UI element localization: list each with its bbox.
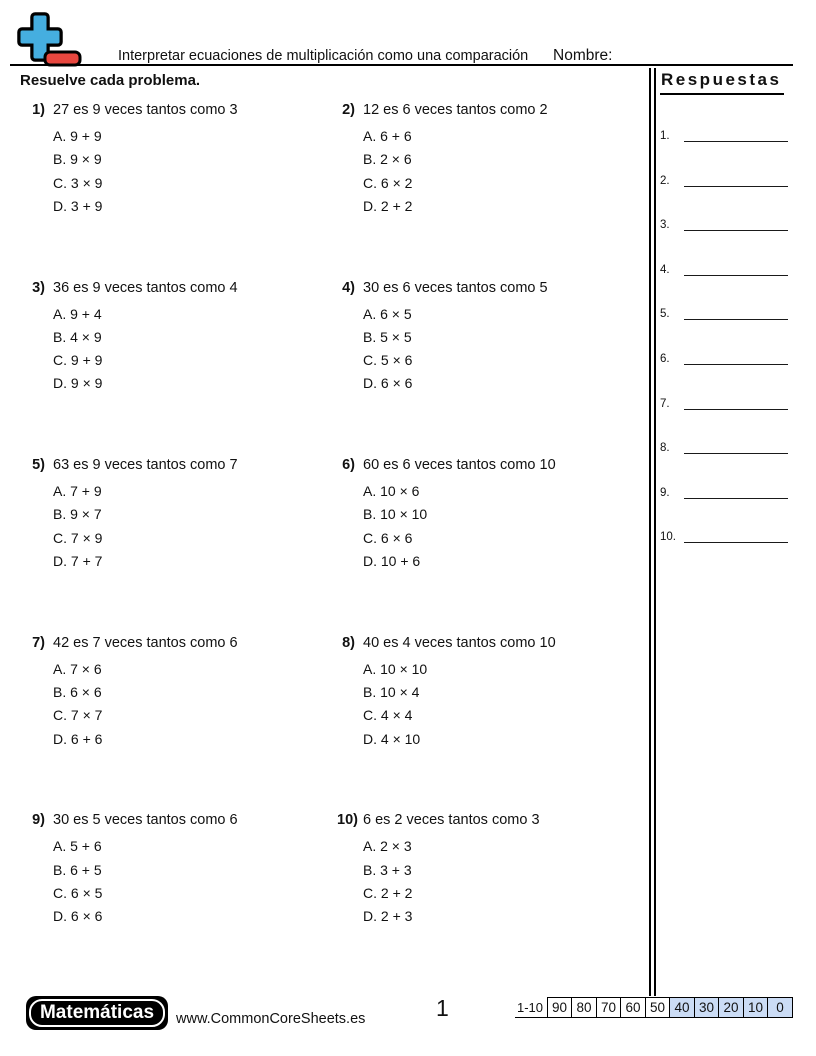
option-b[interactable]: B. 4 × 9 <box>53 328 102 345</box>
website-url: www.CommonCoreSheets.es <box>176 1011 366 1027</box>
problem-item <box>27 279 337 457</box>
option-a[interactable]: A. 6 + 6 <box>363 128 412 144</box>
answer-row <box>658 214 808 231</box>
score-table <box>515 997 793 1018</box>
problem-item <box>27 634 337 812</box>
problem-item <box>337 811 643 989</box>
answer-blank-line[interactable] <box>684 305 788 320</box>
options-list <box>363 480 643 573</box>
problem-item <box>27 101 337 279</box>
options-list <box>363 835 643 928</box>
option-b[interactable]: B. 10 × 10 <box>363 506 428 523</box>
answer-number: 8. <box>660 442 670 455</box>
option-b[interactable]: B. 6 × 6 <box>53 684 102 701</box>
answer-blank-line[interactable] <box>684 261 788 276</box>
answer-number: 9. <box>660 486 670 499</box>
worksheet-title: Interpretar ecuaciones de multiplicación como una comparación <box>118 48 529 64</box>
score-cell: 0 <box>767 997 793 1018</box>
option-a[interactable]: A. 7 + 9 <box>53 483 102 500</box>
option-b[interactable]: B. 9 × 7 <box>53 506 102 523</box>
option-a[interactable]: A. 9 + 4 <box>53 305 102 322</box>
option-d[interactable]: D. 6 × 6 <box>363 375 413 392</box>
option-d[interactable]: D. 9 × 9 <box>53 375 103 392</box>
answer-row <box>658 526 808 543</box>
option-c[interactable]: C. 2 + 2 <box>363 884 413 901</box>
option-b[interactable]: B. 10 × 4 <box>363 684 420 701</box>
option-a[interactable]: A. 5 + 6 <box>53 838 102 855</box>
option-d[interactable]: D. 6 + 6 <box>53 730 103 747</box>
problem-item <box>27 456 337 634</box>
problem-number: 2) <box>342 102 355 118</box>
answer-row <box>658 393 808 410</box>
option-b[interactable]: B. 2 × 6 <box>363 151 412 168</box>
option-c[interactable]: C. 3 × 9 <box>53 174 103 191</box>
option-d[interactable]: D. 10 + 6 <box>363 553 421 570</box>
answer-blank-line[interactable] <box>684 127 788 142</box>
problem-number: 5) <box>32 457 45 474</box>
problem-number: 9) <box>32 812 45 829</box>
options-list <box>363 125 643 218</box>
answers-panel <box>658 70 808 571</box>
options-list <box>53 480 337 573</box>
option-c[interactable]: C. 7 × 7 <box>53 707 103 724</box>
answer-number: 5. <box>660 308 670 321</box>
problem-question: 27 es 9 veces tantos como 3 <box>53 102 238 118</box>
answer-row <box>658 170 808 187</box>
answer-row <box>658 437 808 454</box>
answers-list <box>658 125 808 543</box>
score-cell: 30 <box>694 997 720 1018</box>
answer-number: 1. <box>660 130 670 142</box>
options-list <box>363 658 643 751</box>
option-d[interactable]: D. 2 + 2 <box>363 197 413 214</box>
answers-title: Respuestas <box>660 70 784 95</box>
problem-question: 12 es 6 veces tantos como 2 <box>363 102 548 118</box>
answer-number: 6. <box>660 352 670 365</box>
option-a[interactable]: A. 10 × 10 <box>363 660 428 677</box>
option-d[interactable]: D. 3 + 9 <box>53 197 103 214</box>
problem-number: 4) <box>342 279 355 296</box>
problem-question: 30 es 6 veces tantos como 5 <box>363 279 548 296</box>
instruction-text: Resuelve cada problema. <box>20 72 201 89</box>
problem-question: 36 es 9 veces tantos como 4 <box>53 279 238 296</box>
option-c[interactable]: C. 9 + 9 <box>53 352 103 369</box>
option-b[interactable]: B. 6 + 5 <box>53 861 102 878</box>
problem-question: 40 es 4 veces tantos como 10 <box>363 634 556 651</box>
answer-row <box>658 125 808 142</box>
options-list <box>363 303 643 396</box>
problem-item <box>27 811 337 989</box>
score-range-label: 1-10 <box>515 997 548 1018</box>
brand-plus-icon <box>17 12 83 68</box>
problem-question: 60 es 6 veces tantos como 10 <box>363 457 556 474</box>
answer-number: 3. <box>660 219 670 232</box>
option-c[interactable]: C. 5 × 6 <box>363 352 413 369</box>
problem-item <box>337 456 643 634</box>
option-a[interactable]: A. 6 × 5 <box>363 305 412 322</box>
option-a[interactable]: A. 9 + 9 <box>53 128 102 144</box>
answer-number: 10. <box>660 531 676 544</box>
answer-blank-line[interactable] <box>684 350 788 365</box>
score-cell: 60 <box>620 997 646 1018</box>
answer-row <box>658 348 808 365</box>
problem-question: 63 es 9 veces tantos como 7 <box>53 457 238 474</box>
score-cell: 10 <box>743 997 769 1018</box>
page-number: 1 <box>436 995 449 1021</box>
answer-row <box>658 259 808 276</box>
score-cell: 20 <box>718 997 744 1018</box>
option-a[interactable]: A. 10 × 6 <box>363 483 420 500</box>
answer-row <box>658 482 808 499</box>
option-c[interactable]: C. 6 × 2 <box>363 174 413 191</box>
score-cell: 70 <box>596 997 622 1018</box>
answer-blank-line[interactable] <box>684 395 788 410</box>
answers-divider <box>649 68 656 996</box>
answer-blank-line[interactable] <box>684 484 788 499</box>
problem-number: 6) <box>342 457 355 474</box>
problem-number: 10) <box>337 812 358 829</box>
problem-item <box>337 279 643 457</box>
problem-question: 6 es 2 veces tantos como 3 <box>363 812 540 829</box>
score-cell: 90 <box>547 997 573 1018</box>
options-list <box>53 835 337 928</box>
option-a[interactable]: A. 7 × 6 <box>53 660 102 677</box>
answer-number: 4. <box>660 263 670 276</box>
option-d[interactable]: D. 6 × 6 <box>53 908 103 925</box>
option-b[interactable]: B. 3 + 3 <box>363 861 412 878</box>
options-list <box>53 303 337 396</box>
answer-number: 7. <box>660 397 670 410</box>
option-a[interactable]: A. 2 × 3 <box>363 838 412 855</box>
problem-number: 3) <box>32 279 45 296</box>
option-c[interactable]: C. 7 × 9 <box>53 529 103 546</box>
answer-blank-line[interactable] <box>684 216 788 231</box>
score-cell: 80 <box>571 997 597 1018</box>
answer-row <box>658 303 808 320</box>
option-c[interactable]: C. 4 × 4 <box>363 707 413 724</box>
problems-grid <box>27 101 643 989</box>
problem-item <box>337 634 643 812</box>
option-c[interactable]: C. 6 × 5 <box>53 884 103 901</box>
brand-badge <box>26 996 168 1030</box>
answer-blank-line[interactable] <box>684 172 788 187</box>
brand-badge-label: Matemáticas <box>39 1002 155 1023</box>
option-c[interactable]: C. 6 × 6 <box>363 529 413 546</box>
problem-item <box>337 101 643 279</box>
problem-number: 1) <box>32 102 45 118</box>
answer-blank-line[interactable] <box>684 439 788 454</box>
score-cell: 40 <box>669 997 695 1018</box>
answer-blank-line[interactable] <box>684 528 788 543</box>
name-label: Nombre: <box>553 47 613 64</box>
option-d[interactable]: D. 2 + 3 <box>363 908 413 925</box>
problem-number: 8) <box>342 634 355 651</box>
answer-number: 2. <box>660 174 670 187</box>
option-b[interactable]: B. 5 × 5 <box>363 328 412 345</box>
options-list <box>53 125 337 218</box>
name-blank-line[interactable] <box>10 64 793 66</box>
option-b[interactable]: B. 9 × 9 <box>53 151 102 168</box>
option-d[interactable]: D. 4 × 10 <box>363 730 421 747</box>
problem-question: 30 es 5 veces tantos como 6 <box>53 812 238 829</box>
problem-question: 42 es 7 veces tantos como 6 <box>53 634 238 651</box>
options-list <box>53 658 337 751</box>
option-d[interactable]: D. 7 + 7 <box>53 553 103 570</box>
problem-number: 7) <box>32 634 45 651</box>
score-cell: 50 <box>645 997 671 1018</box>
